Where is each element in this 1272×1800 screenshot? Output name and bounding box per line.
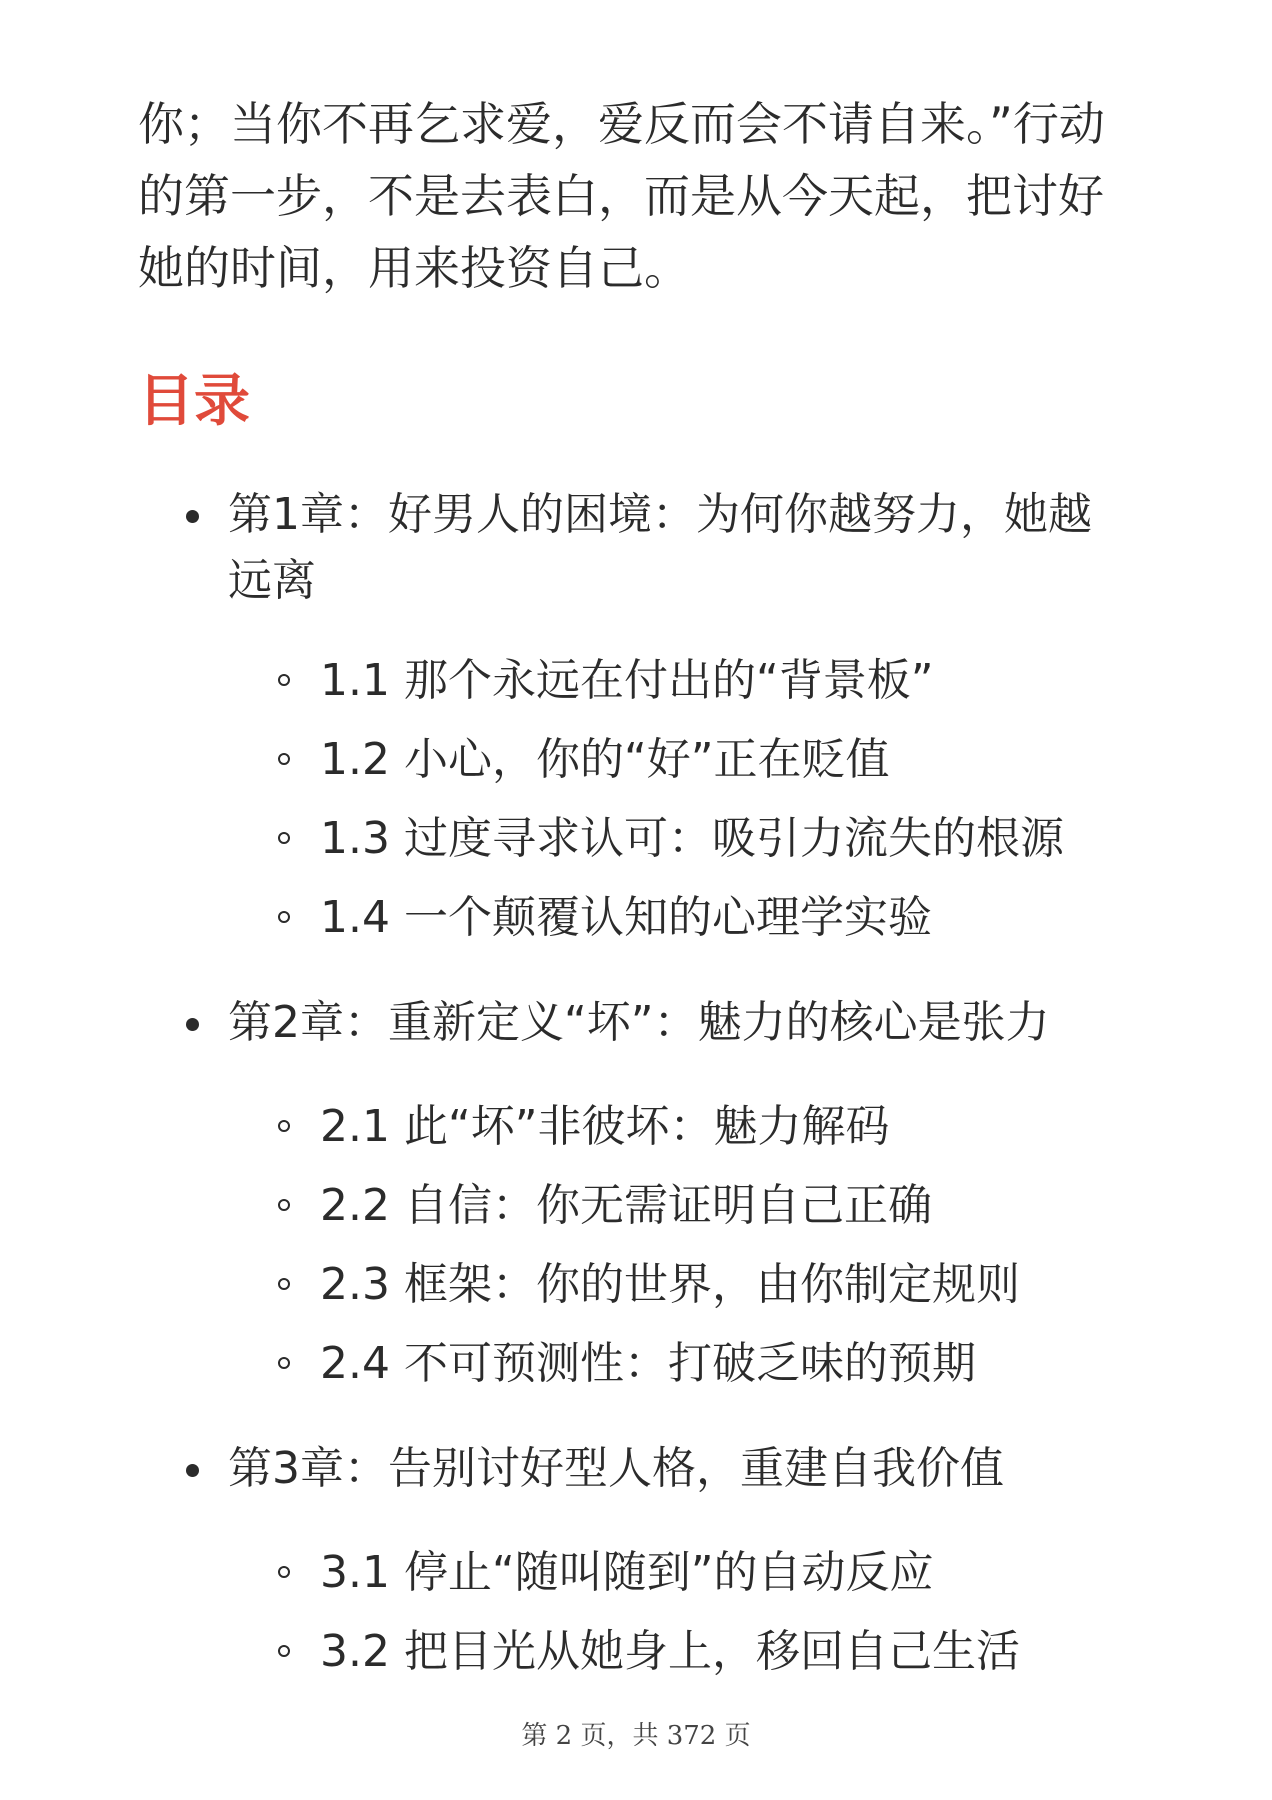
section-title: 2.4 不可预测性：打破乏味的预期	[320, 1338, 976, 1389]
toc-section-2-4	[278, 1331, 1138, 1401]
toc-section-1-2	[278, 727, 1138, 797]
toc-heading: 目录	[138, 369, 250, 434]
toc-section-1-4	[278, 885, 1138, 955]
toc-section-3-2	[278, 1619, 1138, 1689]
section-title: 1.3 过度寻求认可：吸引力流失的根源	[320, 813, 1064, 864]
section-title: 2.1 此“坏”非彼坏：魅力解码	[320, 1101, 890, 1152]
bullet-circle-icon	[278, 1645, 290, 1657]
section-title: 1.4 一个颠覆认知的心理学实验	[320, 892, 932, 943]
toc-section-2-2	[278, 1173, 1138, 1243]
section-title: 2.2 自信：你无需证明自己正确	[320, 1180, 932, 1231]
bullet-disc-icon	[186, 1018, 199, 1031]
section-title: 1.2 小心，你的“好”正在贬值	[320, 734, 890, 785]
chapter-title: 第3章：告别讨好型人格，重建自我价值	[228, 1443, 1004, 1494]
section-title: 3.2 把目光从她身上，移回自己生活	[320, 1626, 1020, 1677]
bullet-disc-icon	[186, 1464, 199, 1477]
bullet-circle-icon	[278, 1566, 290, 1578]
chapter-title: 第1章：好男人的困境：为何你越努力，她越远离	[228, 489, 1092, 606]
bullet-circle-icon	[278, 832, 290, 844]
toc-section-2-1	[278, 1094, 1138, 1164]
page-number-footer: 第 2 页，共 372 页	[521, 1721, 751, 1751]
bullet-circle-icon	[278, 753, 290, 765]
section-title: 3.1 停止“随叫随到”的自动反应	[320, 1547, 934, 1598]
toc-section-1-3	[278, 806, 1138, 876]
toc-section-2-3	[278, 1252, 1138, 1322]
bullet-circle-icon	[278, 1357, 290, 1369]
toc-chapter-2	[186, 990, 1126, 1060]
bullet-circle-icon	[278, 1199, 290, 1211]
bullet-circle-icon	[278, 1278, 290, 1290]
bullet-disc-icon	[186, 510, 199, 523]
section-title: 2.3 框架：你的世界，由你制定规则	[320, 1259, 1020, 1310]
toc-chapter-1	[186, 482, 1126, 622]
section-title: 1.1 那个永远在付出的“背景板”	[320, 655, 934, 706]
toc-section-1-1	[278, 648, 1138, 718]
toc-section-3-1	[278, 1540, 1138, 1610]
intro-paragraph: 你；当你不再乞求爱，爱反而会不请自来。”行动的第一步，不是去表白，而是从今天起，把讨好她的时间，用来投资自己。	[138, 97, 1105, 295]
chapter-title: 第2章：重新定义“坏”：魅力的核心是张力	[228, 997, 1050, 1048]
bullet-circle-icon	[278, 1120, 290, 1132]
toc-chapter-3	[186, 1436, 1126, 1506]
bullet-circle-icon	[278, 911, 290, 923]
bullet-circle-icon	[278, 674, 290, 686]
